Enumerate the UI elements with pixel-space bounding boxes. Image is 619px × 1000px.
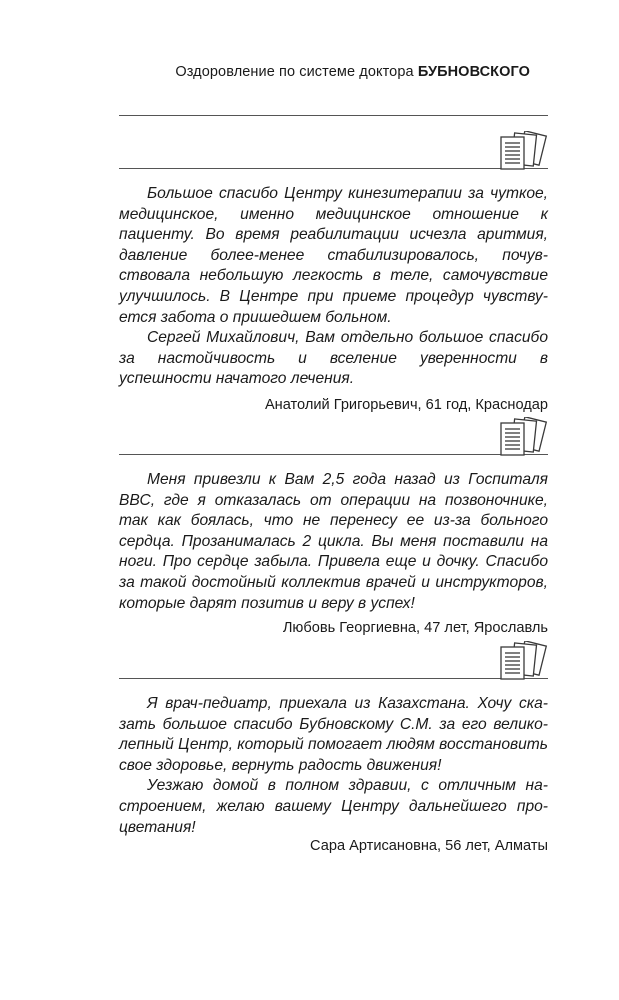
review-paragraph: Сергей Михайлович, Вам отдельно большое спасибо за настойчивость и вселение уверенности в успешности начатого лечения. xyxy=(119,329,548,388)
running-header xyxy=(0,64,530,80)
review-paragraph: Большое спасибо Центру кинезитерапии за чуткое, медицинское, именно медицинское отношение к пациенту. Во время реабилитации исчезла аритмия, давление более-менее стабилизировалось, почувствовала небольшую легкость в теле, самочувствие улучшилось. В Центре при приеме процедур чувствуется забота о пришедшем больном. xyxy=(119,185,548,326)
document-stack-icon xyxy=(497,131,549,171)
review-divider xyxy=(119,678,548,679)
review-3-text xyxy=(119,694,548,838)
header-prefix: Оздоровление по системе доктора xyxy=(175,64,414,80)
review-paragraph: Я врач-педиатр, приехала из Казахстана. Хочу сказать большое спасибо Бубновскому С.М. за его великолепный Центр, который помогает людям восстановить свое здоровье, вернуть радость движения! xyxy=(119,695,548,774)
review-divider xyxy=(119,454,548,455)
review-3-signature: Сара Артисановна, 56 лет, Алматы xyxy=(310,838,548,854)
review-2-text xyxy=(119,470,548,614)
document-stack-icon xyxy=(497,641,549,681)
header-author-name: БУБНОВСКОГО xyxy=(417,64,530,80)
review-paragraph: Уезжаю домой в полном здравии, с отличным настроением, желаю вашему Центру дальнейшего процветания! xyxy=(119,777,548,836)
review-divider xyxy=(119,168,548,169)
review-2-signature: Любовь Георгиевна, 47 лет, Ярославль xyxy=(282,620,548,636)
review-1-signature: Анатолий Григорьевич, 61 год, Краснодар xyxy=(264,397,548,413)
review-paragraph: Меня привезли к Вам 2,5 года назад из Госпиталя ВВС, где я отказалась от операции на позвоночнике, так как боялась, что не перенесу ее из-за больного сердца. Прозанималась 2 цикла. Вы меня поставили на ноги. Про сердце забыла. Привела еще и дочку. Спасибо за такой достойный коллектив врачей и инструкторов, которые дарят позитив и веру в успех! xyxy=(119,471,548,612)
document-stack-icon xyxy=(497,417,549,457)
review-1-text xyxy=(119,184,548,390)
header-divider xyxy=(119,115,548,116)
